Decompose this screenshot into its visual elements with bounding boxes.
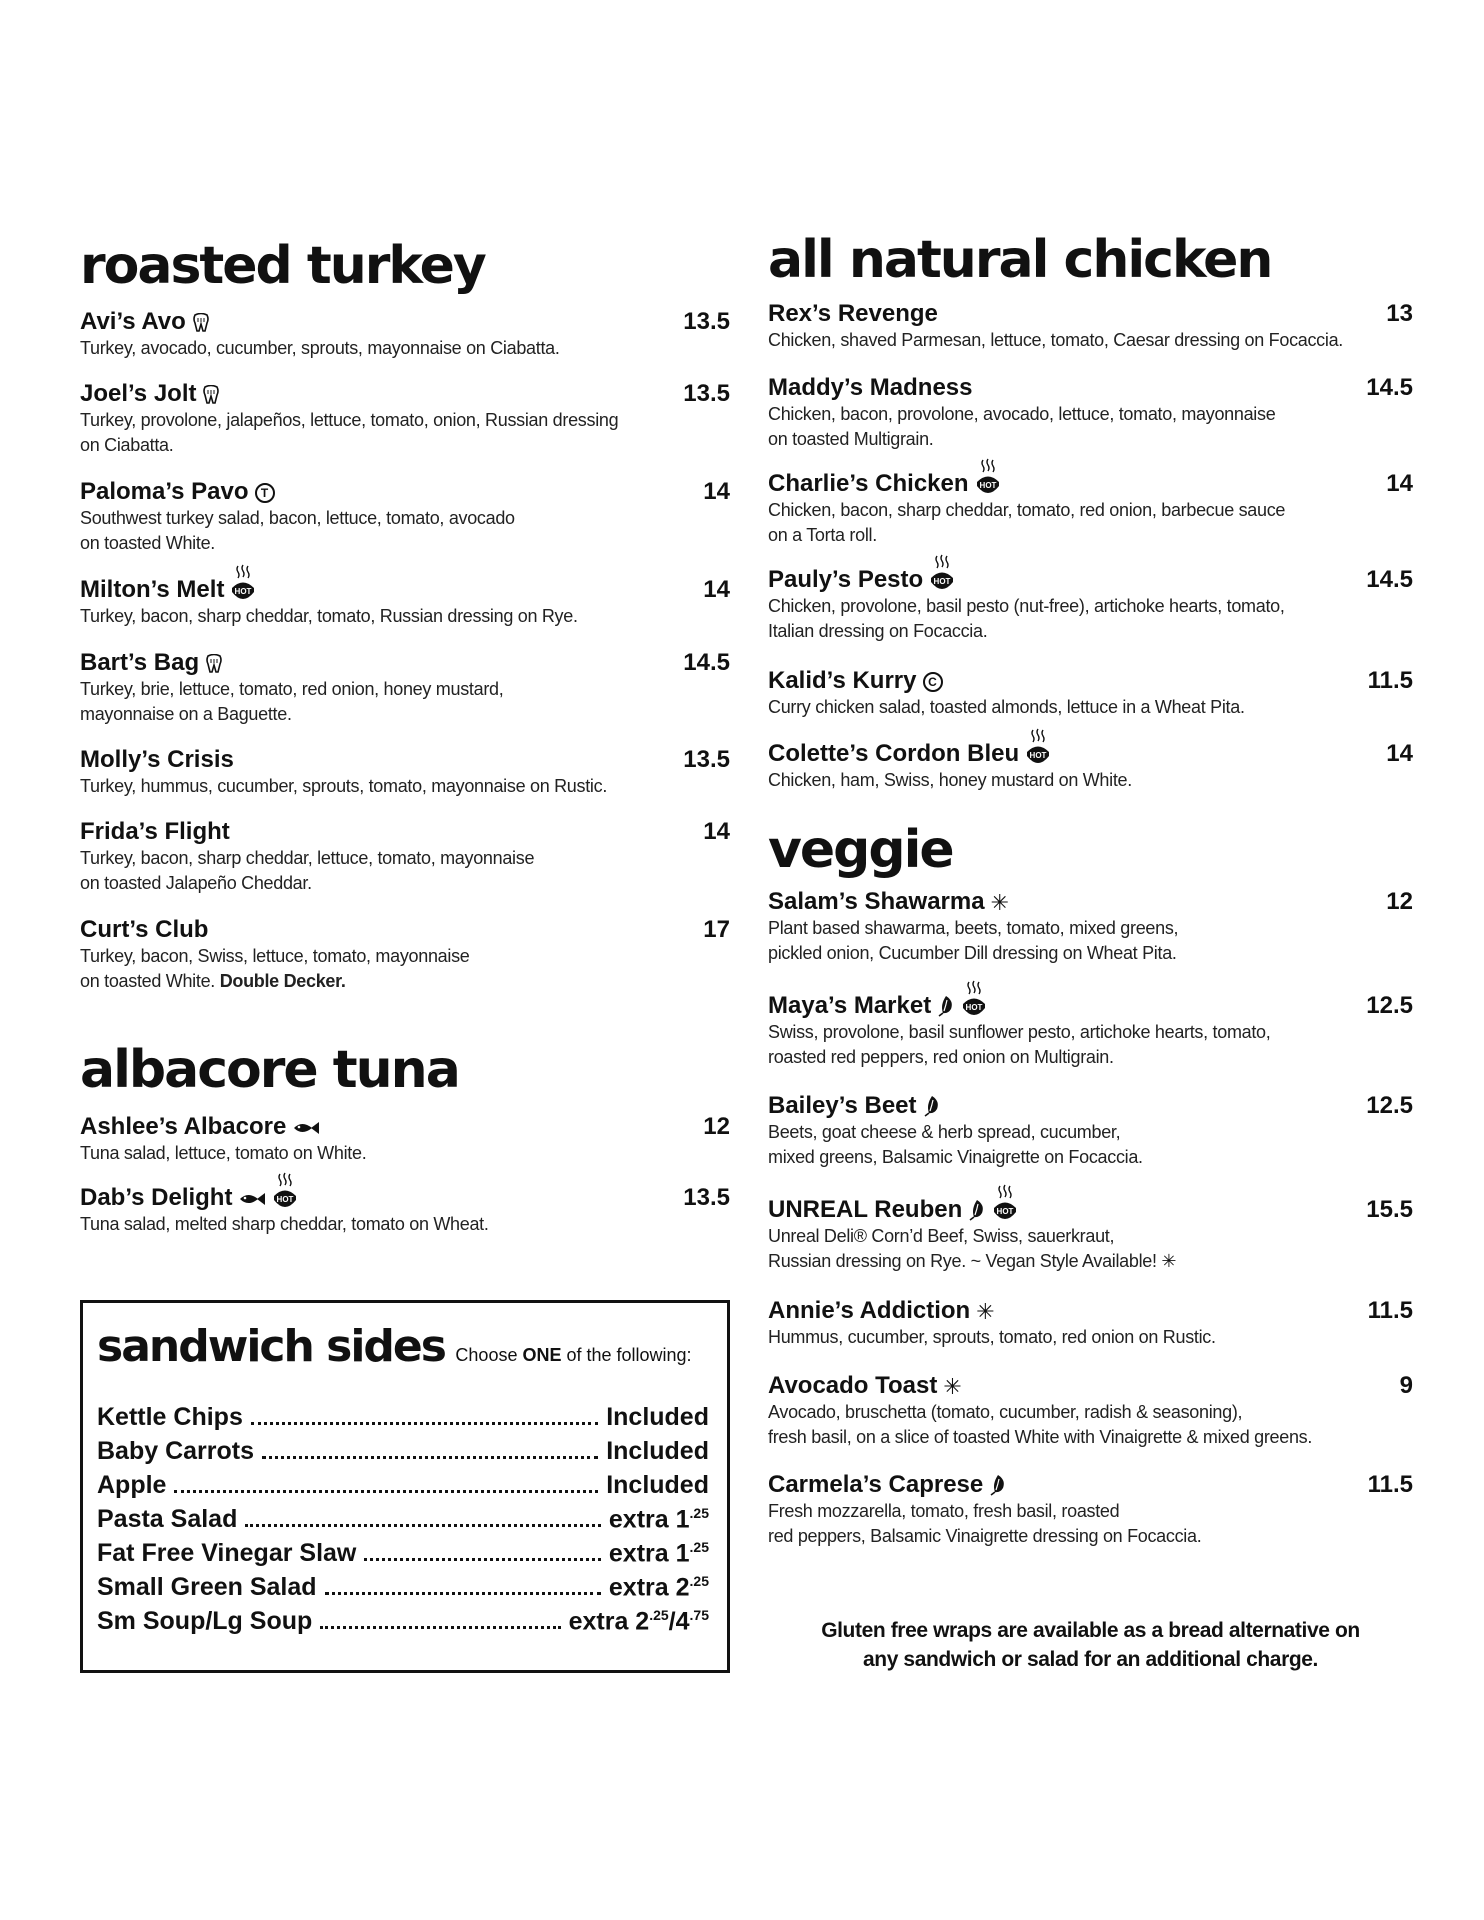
section-title-turkey: roasted turkey xyxy=(80,236,485,296)
item-name: Avi’s Avo xyxy=(80,308,186,335)
item-price: 14 xyxy=(703,818,730,845)
item-price: 13.5 xyxy=(683,380,730,407)
section-title-chicken: all natural chicken xyxy=(768,230,1272,290)
item-name: Dab’s Delight xyxy=(80,1184,233,1211)
item-name: UNREAL Reuben xyxy=(768,1196,963,1223)
item-name: Annie’s Addiction xyxy=(768,1297,971,1324)
menu-item xyxy=(768,1092,1413,1170)
item-name: Paloma’s Pavo xyxy=(80,478,249,505)
side-item: Sm Soup/Lg Soup extra $2^{.25}/4^{.75}$ xyxy=(97,1607,709,1636)
vegan-asterisk-icon: ✳ xyxy=(1161,1251,1177,1271)
circle-letter-icon: C xyxy=(923,672,943,692)
item-description: Unreal Deli® Corn’d Beef, Swiss, sauerkraut, xyxy=(768,1226,1115,1246)
svg-text:HOT: HOT xyxy=(979,481,996,490)
hot-icon xyxy=(272,1172,298,1212)
hot-icon xyxy=(975,458,1001,498)
fish-icon xyxy=(292,1120,320,1136)
item-price: 14.5 xyxy=(1366,374,1413,401)
tooth-icon xyxy=(202,385,220,405)
item-description: Chicken, bacon, sharp cheddar, tomato, red onion, barbecue sauce xyxy=(768,500,1286,520)
item-description: fresh basil, on a slice of toasted White with Vinaigrette & mixed greens. xyxy=(768,1427,1313,1447)
item-price: 11.5 xyxy=(1367,1297,1413,1324)
item-description: Russian dressing on Rye. ~ Vegan Style Available! ✳ xyxy=(768,1249,1413,1274)
item-name: Ashlee’s Albacore xyxy=(80,1113,287,1140)
item-description: on toasted White. xyxy=(80,533,215,553)
item-name: Avocado Toast xyxy=(768,1372,938,1399)
vegan-asterisk-icon: ✳ xyxy=(976,1299,995,1324)
menu-item xyxy=(80,478,730,556)
menu-item xyxy=(768,566,1413,644)
item-description: Fresh mozzarella, tomato, fresh basil, roasted xyxy=(768,1501,1120,1521)
circle-letter-icon: T xyxy=(255,483,275,503)
item-description: Turkey, provolone, jalapeños, lettuce, tomato, onion, Russian dressing xyxy=(80,410,619,430)
item-price: 12 xyxy=(1386,888,1413,915)
item-description: Beets, goat cheese & herb spread, cucumber, xyxy=(768,1122,1121,1142)
item-price: 14 xyxy=(1386,470,1413,497)
item-name: Kalid’s Kurry xyxy=(768,667,917,694)
item-price: 14.5 xyxy=(683,649,730,676)
item-price: 14 xyxy=(703,478,730,505)
menu-item xyxy=(80,576,730,629)
item-description: Turkey, bacon, Swiss, lettuce, tomato, mayonnaise xyxy=(80,946,470,966)
menu-item xyxy=(768,470,1413,548)
gluten-free-footnote: Gluten free wraps are available as a bread alternative on any sandwich or salad for an additional charge. xyxy=(821,1619,1360,1671)
item-name: Milton’s Melt xyxy=(80,576,225,603)
item-description: red peppers, Balsamic Vinaigrette dressing on Focaccia. xyxy=(768,1526,1202,1546)
item-price: 14 xyxy=(1386,740,1413,767)
item-description: mayonnaise on a Baguette. xyxy=(80,704,292,724)
side-item: Baby Carrots Included xyxy=(97,1437,709,1465)
leaf-icon xyxy=(989,1474,1007,1496)
svg-text:HOT: HOT xyxy=(234,587,252,596)
item-price: 13.5 xyxy=(683,1184,730,1211)
item-name: Frida’s Flight xyxy=(80,818,230,845)
item-name: Carmela’s Caprese xyxy=(768,1471,984,1498)
item-description: Turkey, hummus, cucumber, sprouts, tomato, mayonnaise on Rustic. xyxy=(80,776,608,796)
item-price: 9 xyxy=(1399,1372,1413,1399)
item-description: on Ciabatta. xyxy=(80,435,174,455)
side-item: Small Green Salad extra $2^{.25}$ xyxy=(97,1573,709,1602)
menu-item xyxy=(768,667,1413,720)
item-description: roasted red peppers, red onion on Multigrain. xyxy=(768,1047,1114,1067)
item-description: Chicken, bacon, provolone, avocado, lettuce, tomato, mayonnaise xyxy=(768,404,1276,424)
menu-item xyxy=(80,380,730,458)
vegan-asterisk-icon: ✳ xyxy=(943,1374,962,1399)
side-item: Kettle Chips Included xyxy=(97,1403,709,1431)
svg-text:HOT: HOT xyxy=(1029,751,1047,760)
sandwich-sides-box xyxy=(80,1300,730,1673)
item-description: Chicken, ham, Swiss, honey mustard on White. xyxy=(768,770,1132,790)
item-price: 14 xyxy=(703,576,730,603)
item-description: Southwest turkey salad, bacon, lettuce, tomato, avocado xyxy=(80,508,515,528)
item-description: Curry chicken salad, toasted almonds, lettuce in a Wheat Pita. xyxy=(768,697,1245,717)
svg-text:HOT: HOT xyxy=(965,1003,983,1012)
menu-item xyxy=(80,308,730,361)
item-description: Chicken, provolone, basil pesto (nut-free), artichoke hearts, tomato, xyxy=(768,596,1285,616)
hot-icon xyxy=(961,980,987,1020)
menu-item xyxy=(768,374,1413,452)
hot-icon xyxy=(929,554,955,594)
menu-item xyxy=(768,300,1413,353)
svg-text:HOT: HOT xyxy=(933,577,951,586)
menu-item xyxy=(80,1184,730,1237)
menu-item xyxy=(768,992,1413,1070)
item-description: Turkey, bacon, sharp cheddar, lettuce, tomato, mayonnaise xyxy=(80,848,535,868)
item-price: 12.5 xyxy=(1366,992,1413,1019)
item-description: Turkey, brie, lettuce, tomato, red onion, honey mustard, xyxy=(80,679,504,699)
item-description: Swiss, provolone, basil sunflower pesto, artichoke hearts, tomato, xyxy=(768,1022,1271,1042)
item-price: 15.5 xyxy=(1366,1196,1413,1223)
menu-item xyxy=(768,888,1413,966)
menu-item xyxy=(768,1471,1413,1549)
item-name: Rex’s Revenge xyxy=(768,300,938,327)
side-item: Apple Included xyxy=(97,1471,709,1499)
menu-item xyxy=(80,916,730,994)
item-description: Avocado, bruschetta (tomato, cucumber, radish & seasoning), xyxy=(768,1402,1243,1422)
item-description: on a Torta roll. xyxy=(768,525,877,545)
hot-icon xyxy=(1025,728,1051,768)
svg-text:HOT: HOT xyxy=(996,1207,1014,1216)
item-price: 14.5 xyxy=(1366,566,1413,593)
hot-icon xyxy=(992,1184,1018,1224)
vegan-asterisk-icon: ✳ xyxy=(990,890,1009,915)
section-title-tuna: albacore tuna xyxy=(80,1040,459,1100)
item-description: Tuna salad, melted sharp cheddar, tomato on Wheat. xyxy=(80,1214,489,1234)
item-description: on toasted Jalapeño Cheddar. xyxy=(80,873,312,893)
item-description: Hummus, cucumber, sprouts, tomato, red onion on Rustic. xyxy=(768,1327,1216,1347)
item-name: Bart’s Bag xyxy=(80,649,200,676)
item-name: Maddy’s Madness xyxy=(768,374,973,401)
item-description: Tuna salad, lettuce, tomato on White. xyxy=(80,1143,367,1163)
item-name: Molly’s Crisis xyxy=(80,746,234,773)
side-item: Fat Free Vinegar Slaw extra $1^{.25}$ xyxy=(97,1539,709,1568)
menu-item xyxy=(80,1113,730,1166)
section-title-veggie: veggie xyxy=(768,820,953,880)
item-price: 11.5 xyxy=(1367,1471,1413,1498)
item-description: Turkey, avocado, cucumber, sprouts, mayonnaise on Ciabatta. xyxy=(80,338,560,358)
item-price: 17 xyxy=(703,916,730,943)
menu-item xyxy=(768,1297,1413,1350)
item-price: 12.5 xyxy=(1366,1092,1413,1119)
menu-item xyxy=(80,649,730,727)
item-description: Italian dressing on Focaccia. xyxy=(768,621,988,641)
item-description: mixed greens, Balsamic Vinaigrette on Focaccia. xyxy=(768,1147,1143,1167)
fish-icon xyxy=(238,1191,266,1207)
menu-item xyxy=(80,818,730,896)
item-name: Curt’s Club xyxy=(80,916,209,943)
item-price: 13.5 xyxy=(683,746,730,773)
menu-item xyxy=(768,1372,1413,1450)
item-price: 13 xyxy=(1386,300,1413,327)
sides-title: sandwich sides xyxy=(97,1321,445,1372)
item-description: on toasted White. Double Decker. xyxy=(80,971,346,991)
leaf-icon xyxy=(937,995,955,1017)
item-name: Colette’s Cordon Bleu xyxy=(768,740,1020,767)
item-price: 11.5 xyxy=(1367,667,1413,694)
menu-item xyxy=(768,740,1413,793)
leaf-icon xyxy=(923,1095,941,1117)
item-name: Pauly’s Pesto xyxy=(768,566,924,593)
tooth-icon xyxy=(192,313,210,333)
sides-subtitle: Choose ONE of the following: xyxy=(455,1345,692,1365)
item-description: Turkey, bacon, sharp cheddar, tomato, Russian dressing on Rye. xyxy=(80,606,578,626)
side-item: Pasta Salad extra $1^{.25}$ xyxy=(97,1505,709,1534)
item-name: Charlie’s Chicken xyxy=(768,470,969,497)
sides-heading xyxy=(97,1321,692,1372)
item-name: Maya’s Market xyxy=(768,992,932,1019)
menu-item xyxy=(80,746,730,799)
item-name: Bailey’s Beet xyxy=(768,1092,917,1119)
item-description: Chicken, shaved Parmesan, lettuce, tomato, Caesar dressing on Focaccia. xyxy=(768,330,1343,350)
svg-text:HOT: HOT xyxy=(277,1195,294,1204)
item-description: pickled onion, Cucumber Dill dressing on Wheat Pita. xyxy=(768,943,1177,963)
item-name: Joel’s Jolt xyxy=(80,380,197,407)
hot-icon xyxy=(230,564,256,604)
double-decker-note: Double Decker. xyxy=(219,971,346,991)
tooth-icon xyxy=(205,654,223,674)
item-description: Plant based shawarma, beets, tomato, mixed greens, xyxy=(768,918,1179,938)
item-name: Salam’s Shawarma xyxy=(768,888,985,915)
menu-item xyxy=(768,1196,1413,1274)
item-description: on toasted Multigrain. xyxy=(768,429,934,449)
item-price: 12 xyxy=(703,1113,730,1140)
sides-list xyxy=(97,1403,709,1641)
leaf-icon xyxy=(968,1199,986,1221)
item-price: 13.5 xyxy=(683,308,730,335)
